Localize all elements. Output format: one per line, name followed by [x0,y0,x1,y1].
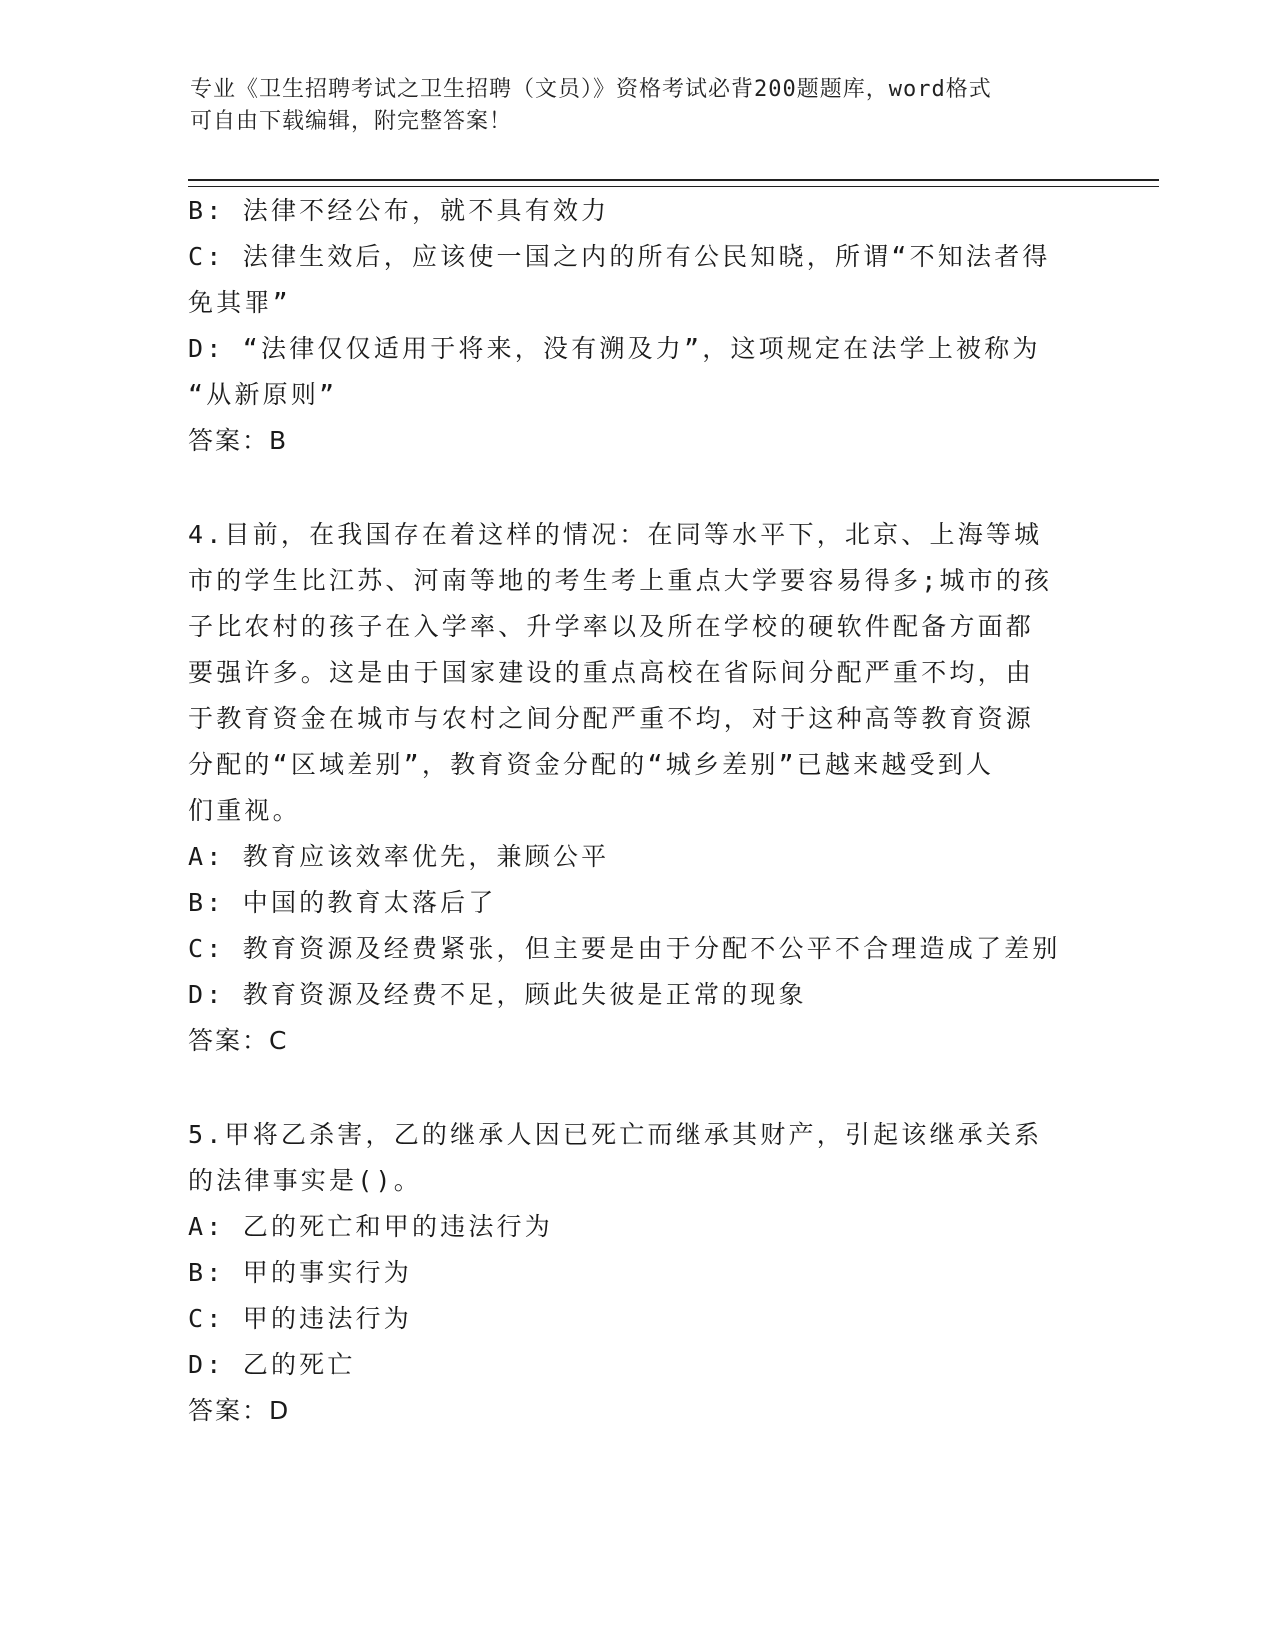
q4-option-b: B: 中国的教育太落后了 [188,888,497,917]
q4-stem-line-4: 要强许多。这是由于国家建设的重点高校在省际间分配严重不均，由 [188,658,1035,687]
question-3-tail [188,188,1088,464]
q5-answer: 答案：D [188,1396,291,1425]
q5-stem-line-1: 5.甲将乙杀害，乙的继承人因已死亡而继承其财产，引起该继承关系 [188,1120,1043,1149]
q4-option-d: D: 教育资源及经费不足，顾此失彼是正常的现象 [188,980,807,1009]
question-spacer [188,464,1088,512]
q4-option-a: A: 教育应该效率优先，兼顾公平 [188,842,610,871]
document-body [188,188,1088,1434]
q4-stem-line-6: 分配的“区域差别”，教育资金分配的“城乡差别”已越来越受到人 [188,750,995,779]
q3-option-b: B: 法律不经公布，就不具有效力 [188,196,610,225]
q5-option-c: C: 甲的违法行为 [188,1304,412,1333]
q5-stem-line-2: 的法律事实是()。 [188,1166,422,1195]
q4-stem-line-7: 们重视。 [188,796,301,825]
q5-option-b: B: 甲的事实行为 [188,1258,412,1287]
q4-stem-line-1: 4.目前，在我国存在着这样的情况：在同等水平下，北京、上海等城 [188,520,1043,549]
q4-stem-line-3: 子比农村的孩子在入学率、升学率以及所在学校的硬软件配备方面都 [188,612,1035,641]
question-4 [188,512,1088,1064]
q4-answer: 答案：C [188,1026,289,1055]
header-title-line-2: 可自由下载编辑，附完整答案！ [190,109,513,134]
q3-option-d-line-1: D: “法律仅仅适用于将来，没有溯及力”，这项规定在法学上被称为 [188,334,1041,363]
q4-stem-line-2: 市的学生比江苏、河南等地的考生考上重点大学要容易得多;城市的孩 [188,566,1053,595]
q3-option-d-line-2: “从新原则” [188,380,338,409]
q3-answer: 答案：B [188,426,289,455]
q5-option-d: D: 乙的死亡 [188,1350,356,1379]
q4-stem-line-5: 于教育资金在城市与农村之间分配严重不均，对于这种高等教育资源 [188,704,1035,733]
document-header [190,74,1090,138]
header-divider [188,179,1159,187]
header-title-line-1: 专业《卫生招聘考试之卫生招聘（文员）》资格考试必背200题题库，word格式 [190,77,992,102]
question-5 [188,1112,1088,1434]
q3-option-c-line-1: C: 法律生效后，应该使一国之内的所有公民知晓，所谓“不知法者得 [188,242,1051,271]
question-spacer [188,1064,1088,1112]
q5-option-a: A: 乙的死亡和甲的违法行为 [188,1212,553,1241]
q4-option-c: C: 教育资源及经费紧张，但主要是由于分配不公平不合理造成了差别 [188,934,1061,963]
q3-option-c-line-2: 免其罪” [188,288,291,317]
